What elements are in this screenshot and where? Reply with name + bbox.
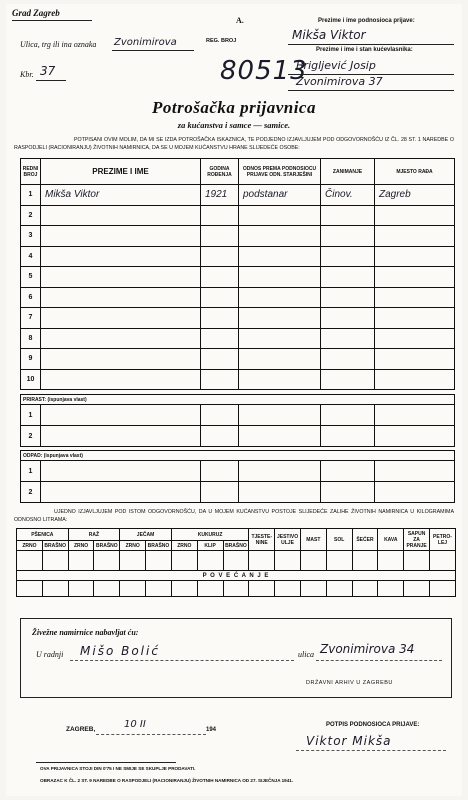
stock-group-header: PŠENICA [17,529,69,541]
reg-number[interactable]: 80513 [220,56,308,86]
member-name-cell[interactable] [41,349,201,370]
prirast-cell[interactable] [201,405,239,426]
prirast-cell[interactable] [239,405,321,426]
member-name-cell[interactable] [41,205,201,226]
member-name-cell[interactable] [41,328,201,349]
stock-group-header: JEČAM [120,529,172,541]
form-page [6,4,462,796]
stock-increase-cell[interactable] [171,581,197,597]
odpad-cell[interactable] [321,461,375,482]
house-no-label: Kbr. [20,70,34,79]
member-row-number: 6 [21,287,41,308]
member-place-cell[interactable] [375,349,455,370]
stock-sub-header: ZRNO [171,541,197,551]
member-row-number: 9 [21,349,41,370]
shop-underline [70,660,294,661]
member-place-cell[interactable] [375,287,455,308]
odpad-cell[interactable] [239,482,321,503]
prirast-cell[interactable] [201,426,239,447]
city-label: Grad Zagreb [12,8,60,18]
stock-increase-cell[interactable] [42,581,68,597]
member-occupation-cell[interactable] [321,205,375,226]
form-letter: A. [236,16,244,25]
signature-underline [296,750,446,751]
shop-value[interactable]: Mišo Bolić [80,644,160,658]
member-row-number: 2 [21,205,41,226]
member-row-number: 1 [21,185,41,206]
house-no-underline [36,80,66,81]
stock-sub-header: ZRNO [120,541,146,551]
member-row-number: 8 [21,328,41,349]
shop-street-underline [316,660,442,661]
stock-sub-header: ZRNO [68,541,94,551]
col-header-name: PREZIME I IME [41,159,201,185]
member-year-cell[interactable]: 1921 [201,185,239,206]
stock-increase-cell[interactable] [146,581,172,597]
member-year-cell[interactable] [201,226,239,247]
member-name-cell[interactable]: Mikša Viktor [41,185,201,206]
member-place-cell[interactable] [375,267,455,288]
stock-increase-cell[interactable] [404,581,430,597]
member-row [21,369,455,390]
member-name-cell[interactable] [41,287,201,308]
stock-increase-cell[interactable] [352,581,378,597]
members-table [20,158,455,390]
place-label: ZAGREB, [66,726,96,733]
stock-sub-header: BRAŠNO [146,541,172,551]
form-subtitle: za kućanstva i samce — samice. [177,120,291,130]
stock-increase-cell[interactable] [197,581,223,597]
stock-item-header: MAST [300,529,326,551]
member-place-cell[interactable] [375,369,455,390]
stock-sub-header: BRAŠNO [94,541,120,551]
col-header-relation: ODNOS PREMA PODNOSIOCU PRIJAVE ODN. STARJEŠINI [239,159,321,185]
stock-group-header: KUKURUZ [171,529,248,541]
member-year-cell[interactable] [201,369,239,390]
applicant-underline [288,44,454,45]
stock-increase-cell[interactable] [430,581,456,597]
prirast-table [20,394,455,447]
stock-value-cell[interactable] [146,551,172,571]
member-year-cell[interactable] [201,349,239,370]
stock-value-cell[interactable] [378,551,404,571]
stock-value-cell[interactable] [197,551,223,571]
prirast-cell[interactable] [321,405,375,426]
intro-text: POTPISANI OVIM MOLIM, DA MI SE IZDA POTROŠAČKA ISKAZNICA, TE PODJEDNO IZJAVLJUJEM POD ODGOVORNOŠĆU IZ ČL. 28 ST. 1 NAREDBE O RASPODJELI (RACIONIRANJU) ŽIVOTNIH NAMIRNICA, DA SE U MOJEM KUĆANSTVU HRANE SLIJEDEĆE OSOBE: [14,137,454,151]
member-year-cell[interactable] [201,267,239,288]
member-occupation-cell[interactable] [321,267,375,288]
odpad-row-number: 2 [21,482,41,503]
stock-increase-cell[interactable] [275,581,301,597]
stock-value-cell[interactable] [404,551,430,571]
stock-value-cell[interactable] [275,551,301,571]
member-place-cell[interactable] [375,226,455,247]
prirast-row-number: 2 [21,426,41,447]
member-relation-cell[interactable] [239,328,321,349]
stock-item-header: TJESTE-NINE [249,529,275,551]
member-row-number: 5 [21,267,41,288]
stock-intro: UJEDNO IZJAVLJUJEM POD ISTOM ODGOVORNOŠĆU, DA U MOJEM KUĆANSTVU POSTOJE SLIJEDEĆE ZALIHE ŽIVOTNIH NAMIRNICA U KILOGRAMIMA ODNOSNO LITRAMA: [14,509,454,523]
stock-item-header: PETRO-LEJ [430,529,456,551]
col-header-occupation: ZANIMANJE [321,159,375,185]
divider [12,20,92,21]
date-underline [96,734,206,735]
owner-address[interactable]: Zvonimirova 37 [296,75,383,88]
stock-increase-cell[interactable] [94,581,120,597]
member-year-cell[interactable] [201,205,239,226]
member-row [21,328,455,349]
stock-value-cell[interactable] [120,551,146,571]
stock-increase-cell[interactable] [120,581,146,597]
odpad-row [21,461,455,482]
signature-label: POTPIS PODNOSIOCA PRIJAVE: [326,722,420,728]
member-row-number: 10 [21,369,41,390]
prirast-cell[interactable] [41,405,201,426]
odpad-cell[interactable] [41,482,201,503]
stock-sub-header: BRAŠNO [223,541,249,551]
footer-note-legal: OBRAZAC K ČL. 2 ST. 9 NAREDBE O RASPODJELI (RACIONIRANJU) ŽIVOTNIH NAMIRNICA OD 27. SIJEČNJA 1941. [40,778,294,783]
member-row [21,205,455,226]
member-row [21,246,455,267]
stock-value-cell[interactable] [68,551,94,571]
prirast-cell[interactable] [375,426,455,447]
street-label: Ulica, trg ili ina oznaka [20,40,97,49]
prirast-label: PRIRAST: (ispunjava vlast) [21,395,455,405]
member-occupation-cell[interactable] [321,246,375,267]
odpad-row-number: 1 [21,461,41,482]
shop-street-value[interactable]: Zvonimirova 34 [320,642,415,656]
stock-increase-cell[interactable] [378,581,404,597]
odpad-cell[interactable] [239,461,321,482]
member-row [21,267,455,288]
footer-note-price: OVA PRIJAVNICA STOJI DIN 0'75 I NE SMIJE SE SKUPLJE PRODAVATI. [40,766,196,771]
archive-stamp: DRŽAVNI ARHIV U ZAGREBU [306,680,393,686]
member-relation-cell[interactable] [239,349,321,370]
member-year-cell[interactable] [201,287,239,308]
member-relation-cell[interactable]: podstanar [239,185,321,206]
street-underline [112,50,194,51]
member-relation-cell[interactable] [239,369,321,390]
signature-value[interactable]: Viktor Mikša [306,734,392,748]
owner-label: Prezime i ime i stan kućevlasnika: [316,47,413,53]
odpad-label: ODPAD: (ispunjava vlast) [21,451,455,461]
house-no-value[interactable]: 37 [40,64,56,78]
odpad-cell[interactable] [321,482,375,503]
member-row-number: 4 [21,246,41,267]
member-place-cell[interactable] [375,246,455,267]
stock-increase-cell[interactable] [223,581,249,597]
member-relation-cell[interactable] [239,246,321,267]
member-year-cell[interactable] [201,328,239,349]
stock-item-header: KAVA [378,529,404,551]
odpad-cell[interactable] [375,482,455,503]
date-value[interactable]: 10 II [124,719,146,730]
increase-label: P O V E Ć A N J E [17,571,456,581]
member-occupation-cell[interactable] [321,369,375,390]
col-header-no: REDNI BROJ [21,159,41,185]
member-row [21,349,455,370]
shop-street-label: ulica [298,650,314,659]
stock-value-cell[interactable] [300,551,326,571]
member-occupation-cell[interactable] [321,226,375,247]
street-value[interactable]: Zvonimirova [114,37,177,48]
applicant-label: Prezime i ime podnosioca prijave: [318,18,415,24]
col-header-year: GODINA ROĐENJA [201,159,239,185]
prirast-cell[interactable] [41,426,201,447]
member-relation-cell[interactable] [239,205,321,226]
prirast-row [21,405,455,426]
stock-group-header: RAŽ [68,529,120,541]
stock-increase-cell[interactable] [249,581,275,597]
col-header-place: MJESTO RAĐA [375,159,455,185]
member-row [21,226,455,247]
member-relation-cell[interactable] [239,287,321,308]
stock-item-header: SOL [326,529,352,551]
stock-item-header: SAPUN ZA PRANJE [404,529,430,551]
member-occupation-cell[interactable] [321,287,375,308]
prirast-row [21,426,455,447]
stock-value-cell[interactable] [430,551,456,571]
stock-increase-cell[interactable] [326,581,352,597]
member-name-cell[interactable] [41,246,201,267]
prirast-cell[interactable] [239,426,321,447]
odpad-cell[interactable] [375,461,455,482]
stock-value-cell[interactable] [326,551,352,571]
prirast-row-number: 1 [21,405,41,426]
member-occupation-cell[interactable]: Činov. [321,185,375,206]
member-place-cell[interactable] [375,328,455,349]
stock-item-header: ŠEĆER [352,529,378,551]
supply-heading: Živežne namirnice nabavljat ću: [32,628,139,637]
applicant-value[interactable]: Mikša Viktor [292,28,366,42]
owner-address-underline [288,90,454,91]
odpad-cell[interactable] [201,461,239,482]
odpad-row [21,482,455,503]
prirast-cell[interactable] [321,426,375,447]
stock-table [16,528,456,597]
member-place-cell[interactable] [375,308,455,329]
member-row [21,185,455,206]
stock-sub-header: KLIP [197,541,223,551]
member-row [21,308,455,329]
stock-value-cell[interactable] [17,551,43,571]
stock-value-cell[interactable] [249,551,275,571]
footer-divider [36,762,176,763]
shop-label: U radnji [36,650,64,659]
stock-value-cell[interactable] [352,551,378,571]
stock-value-cell[interactable] [223,551,249,571]
prirast-cell[interactable] [375,405,455,426]
year-prefix: 194 [206,727,217,733]
member-occupation-cell[interactable] [321,308,375,329]
odpad-cell[interactable] [201,482,239,503]
member-relation-cell[interactable] [239,267,321,288]
stock-sub-header: ZRNO [17,541,43,551]
member-name-cell[interactable] [41,369,201,390]
member-row [21,287,455,308]
member-row-number: 3 [21,226,41,247]
member-place-cell[interactable]: Zagreb [375,185,455,206]
odpad-table [20,450,455,503]
stock-increase-cell[interactable] [300,581,326,597]
member-occupation-cell[interactable] [321,328,375,349]
member-relation-cell[interactable] [239,226,321,247]
member-relation-cell[interactable] [239,308,321,329]
owner-name[interactable]: Brigljević Josip [296,59,376,72]
reg-label: REG. BROJ [206,38,237,44]
stock-value-cell[interactable] [94,551,120,571]
member-occupation-cell[interactable] [321,349,375,370]
form-title: Potrošačka prijavnica [152,98,316,117]
stock-increase-cell[interactable] [17,581,43,597]
odpad-cell[interactable] [41,461,201,482]
member-row-number: 7 [21,308,41,329]
member-year-cell[interactable] [201,308,239,329]
stock-item-header: JESTIVO ULJE [275,529,301,551]
stock-sub-header: BRAŠNO [42,541,68,551]
member-name-cell[interactable] [41,267,201,288]
member-name-cell[interactable] [41,308,201,329]
stock-value-cell[interactable] [42,551,68,571]
member-name-cell[interactable] [41,226,201,247]
member-year-cell[interactable] [201,246,239,267]
stock-increase-cell[interactable] [68,581,94,597]
member-place-cell[interactable] [375,205,455,226]
stock-value-cell[interactable] [171,551,197,571]
